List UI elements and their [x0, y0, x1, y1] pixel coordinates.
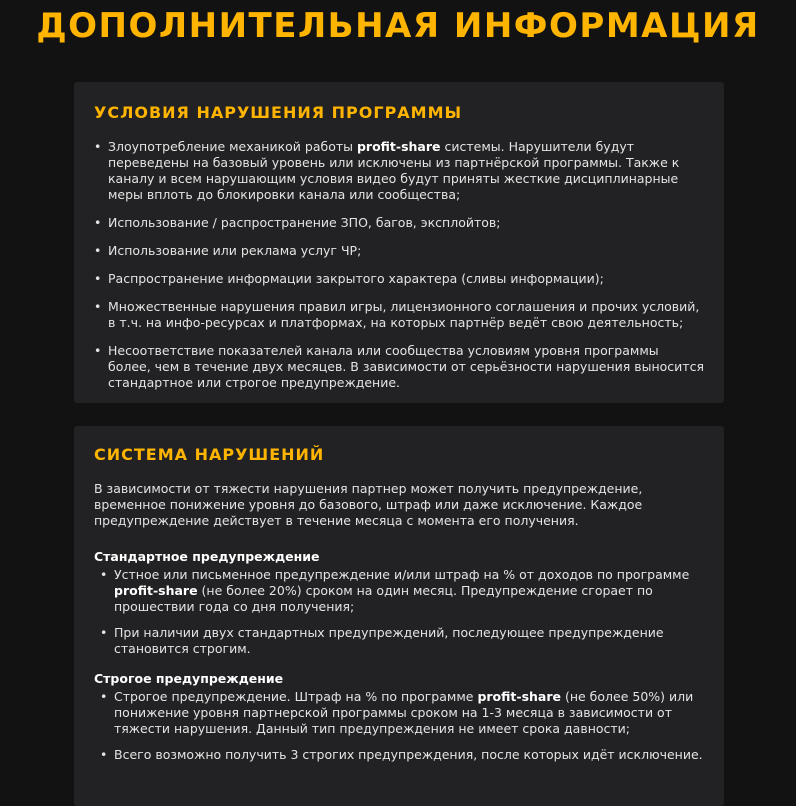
item-text: При наличии двух стандартных предупреждений, последующее предупреждение становится строгим.: [114, 625, 664, 656]
item-text: Устное или письменное предупреждение и/или штраф на % от доходов по программе: [114, 567, 690, 582]
standard-warning-heading: Стандартное предупреждение: [94, 549, 320, 564]
item-text: Всего возможно получить 3 строгих предупреждения, после которых идёт исключение.: [114, 747, 703, 762]
system-title: СИСТЕМА НАРУШЕНИЙ: [94, 445, 325, 464]
violations-list: [94, 139, 704, 391]
system-card: [74, 426, 724, 806]
item-text: Распространение информации закрытого характера (сливы информации);: [108, 271, 604, 286]
list-item: [94, 343, 704, 391]
standard-warning-list: [100, 567, 704, 657]
list-item: [100, 689, 704, 737]
item-text: Злоупотребление механикой работы: [108, 139, 357, 154]
item-text: Множественные нарушения правил игры, лицензионного соглашения и прочих условий, в т.ч. на инфо-ресурсах и платформах, на которых партнёр ведёт свою деятельность;: [108, 299, 700, 330]
list-item: [94, 243, 704, 259]
bold-term: profit-share: [114, 583, 198, 598]
item-text: (не более 20%) сроком на один месяц. Предупреждение сгорает по прошествии года со дня получения;: [114, 583, 653, 614]
list-item: [100, 567, 704, 615]
violations-title: УСЛОВИЯ НАРУШЕНИЯ ПРОГРАММЫ: [94, 103, 463, 122]
item-text: системы. Нарушители будут переведены на базовый уровень или исключены из партнёрской программы. Также к каналу и всем нарушающим условия видео будут приняты жесткие дисциплинарные меры вплоть до блокировки канала или сообщества;: [108, 139, 680, 202]
bold-term: profit-share: [477, 689, 561, 704]
list-item: [94, 215, 704, 231]
list-item: [100, 747, 704, 763]
list-item: [94, 139, 704, 203]
page-title: ДОПОЛНИТЕЛЬНАЯ ИНФОРМАЦИЯ: [36, 6, 760, 46]
bold-term: profit-share: [356, 139, 441, 154]
system-intro: В зависимости от тяжести нарушения партнер может получить предупреждение, временное понижение уровня до базового, штраф или даже исключение. Каждое предупреждение действует в течение месяца с момента его получения.: [94, 481, 643, 528]
item-text: (не более 50%) или понижение уровня партнерской программы сроком на 1-3 месяца в зависимости от тяжести нарушения. Данный тип предупреждения не имеет срока давности;: [114, 689, 694, 736]
list-item: [100, 625, 704, 657]
item-text: Использование / распространение ЗПО, багов, эксплойтов;: [108, 215, 501, 230]
item-text: Строгое предупреждение. Штраф на % по программе: [114, 689, 478, 704]
item-text: Использование или реклама услуг ЧР;: [108, 243, 362, 258]
item-text: Несоответствие показателей канала или сообщества условиям уровня программы более, чем в течение двух месяцев. В зависимости от серьёзности нарушения выносится стандартное или строгое предупреждение.: [108, 343, 704, 390]
violations-card: [74, 82, 724, 403]
list-item: [94, 299, 704, 331]
list-item: [94, 271, 704, 287]
strict-warning-heading: Строгое предупреждение: [94, 671, 284, 686]
strict-warning-list: [100, 689, 704, 763]
